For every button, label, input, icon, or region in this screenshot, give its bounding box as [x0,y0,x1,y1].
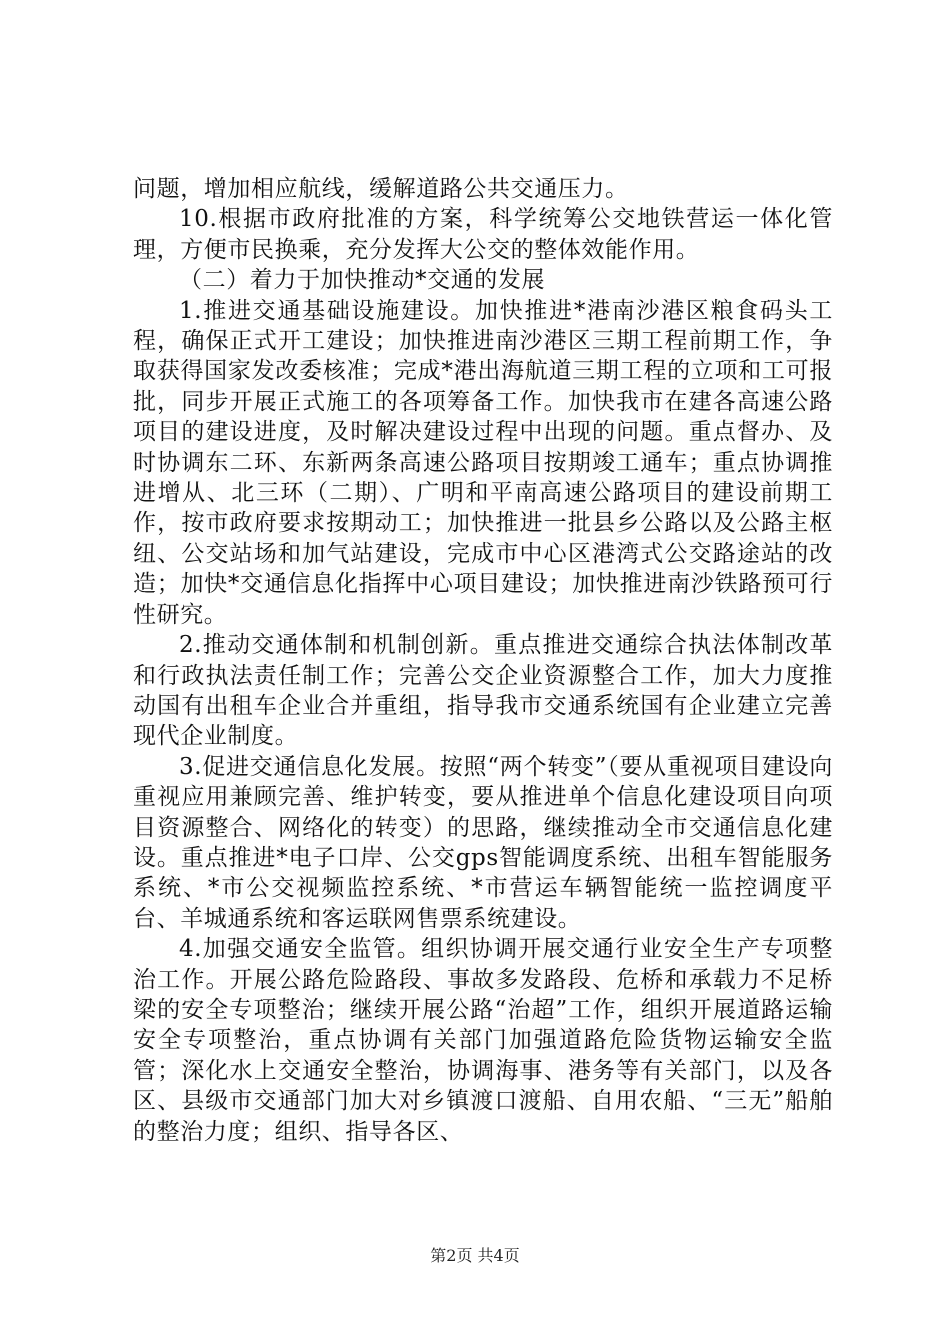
document-body [133,174,833,1147]
paragraph: 1.推进交通基础设施建设。加快推进*港南沙港区粮食码头工程，确保正式开工建设；加快推进南沙港区三期工程前期工作，争取获得国家发改委核准；完成*港出海航道三期工程的立项和工可报批，同步开展正式施工的各项筹备工作。加快我市在建各高速公路项目的建设进度，及时解决建设过程中出现的问题。重点督办、及时协调东二环、东新两条高速公路项目按期竣工通车；重点协调推进增从、北三环（二期）、广明和平南高速公路项目的建设前期工作，按市政府要求按期动工；加快推进一批县乡公路以及公路主枢纽、公交站场和加气站建设，完成市中心区港湾式公交路途站的改造；加快*交通信息化指挥中心项目建设；加快推进南沙铁路预可行性研究。 [133,297,833,628]
page-number-footer: 第2页 共4页 [430,1246,520,1265]
paragraph: 3.促进交通信息化发展。按照“两个转变”（要从重视项目建设向重视应用兼顾完善、维护转变，要从推进单个信息化建设项目向项目资源整合、网络化的转变）的思路，继续推动全市交通信息化建设。重点推进*电子口岸、公交gps智能调度系统、出租车智能服务系统、*市公交视频监控系统、*市营运车辆智能统一监控调度平台、羊城通系统和客运联网售票系统建设。 [133,753,833,932]
paragraph: 4.加强交通安全监管。组织协调开展交通行业安全生产专项整治工作。开展公路危险路段、事故多发路段、危桥和承载力不足桥梁的安全专项整治；继续开展公路“治超”工作，组织开展道路运输安全专项整治，重点协调有关部门加强道路危险货物运输安全监管；深化水上交通安全整治，协调海事、港务等有关部门，以及各区、县级市交通部门加大对乡镇渡口渡船、自用农船、“三无”船舶的整治力度；组织、指导各区、 [133,936,833,1145]
paragraph: 问题，增加相应航线，缓解道路公共交通压力。 [133,176,629,202]
paragraph: 10.根据市政府批准的方案，科学统筹公交地铁营运一体化管理，方便市民换乘，充分发挥大公交的整体效能作用。 [133,206,833,263]
paragraph: 2.推动交通体制和机制创新。重点推进交通综合执法体制改革和行政执法责任制工作；完善公交企业资源整合工作，加大力度推动国有出租车企业合并重组，指导我市交通系统国有企业建立完善现代企业制度。 [133,632,833,750]
section-heading: （二）着力于加快推动*交通的发展 [179,267,546,294]
